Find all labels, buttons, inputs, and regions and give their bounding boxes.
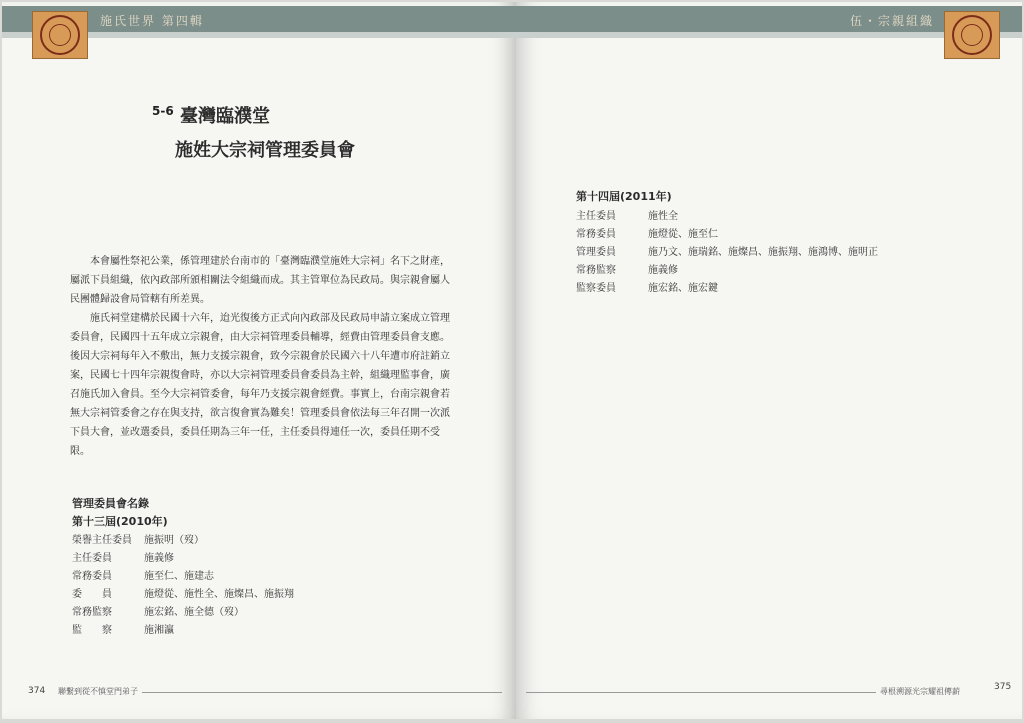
roster-row: 監 察 施湘瀛: [72, 624, 174, 636]
clan-emblem-left: [32, 11, 88, 59]
term14-heading: 第十四屆(2011年): [576, 190, 672, 203]
roster-row: 主任委員 施性全: [576, 210, 678, 222]
paragraph: 本會屬性祭祀公業，係管理建於台南市的「臺灣臨濮堂施姓大宗祠」名下之財產，屬派下員組織，依內政部所頒相關法令組織而成。其主管單位為民政局。與宗親會屬人民團體歸設會局管轄有所差異。: [70, 256, 450, 305]
roster-row: 監察委員 施宏銘、施宏鍵: [576, 282, 718, 294]
header-title-right: 伍・宗親組織: [850, 14, 935, 28]
term13-roster: [72, 529, 294, 637]
footer-text-left: 聯繫到從不慎堂門弟子: [58, 687, 138, 696]
term14-roster: [576, 205, 878, 295]
section-title-line1: 臺灣臨濮堂: [179, 106, 270, 127]
footer-rule-right: [526, 692, 876, 693]
term13-heading: 第十三屆(2010年): [72, 515, 168, 528]
paragraph: 施氏祠堂建構於民國十六年，迨光復後方正式向內政部及民政局申請立案成立管理委員會，民國四十五年成立宗親會，由大宗祠管理委員輔導，經費由管理委員會支應。後因大宗祠每年入不敷出，無力支援宗親會，致今宗親會於民國六十八年遭市府註銷立案，民國七十四年宗親復會時，亦以大宗祠管理委員會委員為主幹，組織理監事會，廣召施氏加入會員。至今大宗祠管委會，每年乃支援宗親會經費。事實上，台南宗親會若無大宗祠管委會之存在與支持，欲言復會實為難矣！管理委員會依法每三年召開一次派下員大會，並改選委員，委員任期為三年一任，主任委員得連任一次，委員任期不受限。: [70, 313, 450, 457]
emblem-ring-icon: [40, 15, 80, 55]
roster-row: 管理委員 施乃文、施瑞銘、施燦昌、施振翔、施鴻博、施明正: [576, 246, 878, 258]
header-title-left: 施氏世界 第四輯: [100, 14, 204, 28]
roster-heading: 管理委員會名錄: [72, 497, 149, 510]
section-number: 5-6: [152, 104, 174, 118]
page-number-left: 374: [28, 686, 46, 696]
roster-row: 主任委員 施義修: [72, 552, 174, 564]
roster-row: 委 員 施燈從、施性全、施燦昌、施振翔: [72, 588, 294, 600]
footer-rule-left: [142, 692, 502, 693]
roster-row: 常務監察 施宏銘、施全德（歿）: [72, 606, 244, 618]
roster-row: 常務委員 施至仁、施建志: [72, 570, 214, 582]
roster-row: 常務委員 施燈從、施至仁: [576, 228, 718, 240]
section-title-line2: 施姓大宗祠管理委員會: [175, 140, 355, 161]
roster-row: 常務監察 施義修: [576, 264, 678, 276]
right-page: [516, 2, 1022, 719]
footer-text-right: 尋根溯源光宗耀祖傳薪: [880, 687, 960, 696]
roster-row: 榮譽主任委員 施振明（歿）: [72, 534, 204, 546]
page-number-right: 375: [994, 682, 1012, 692]
body-text: [70, 252, 458, 461]
clan-emblem-right: [944, 11, 1000, 59]
emblem-ring-icon: [952, 15, 992, 55]
section-title: [152, 102, 412, 162]
left-page: [2, 2, 516, 719]
